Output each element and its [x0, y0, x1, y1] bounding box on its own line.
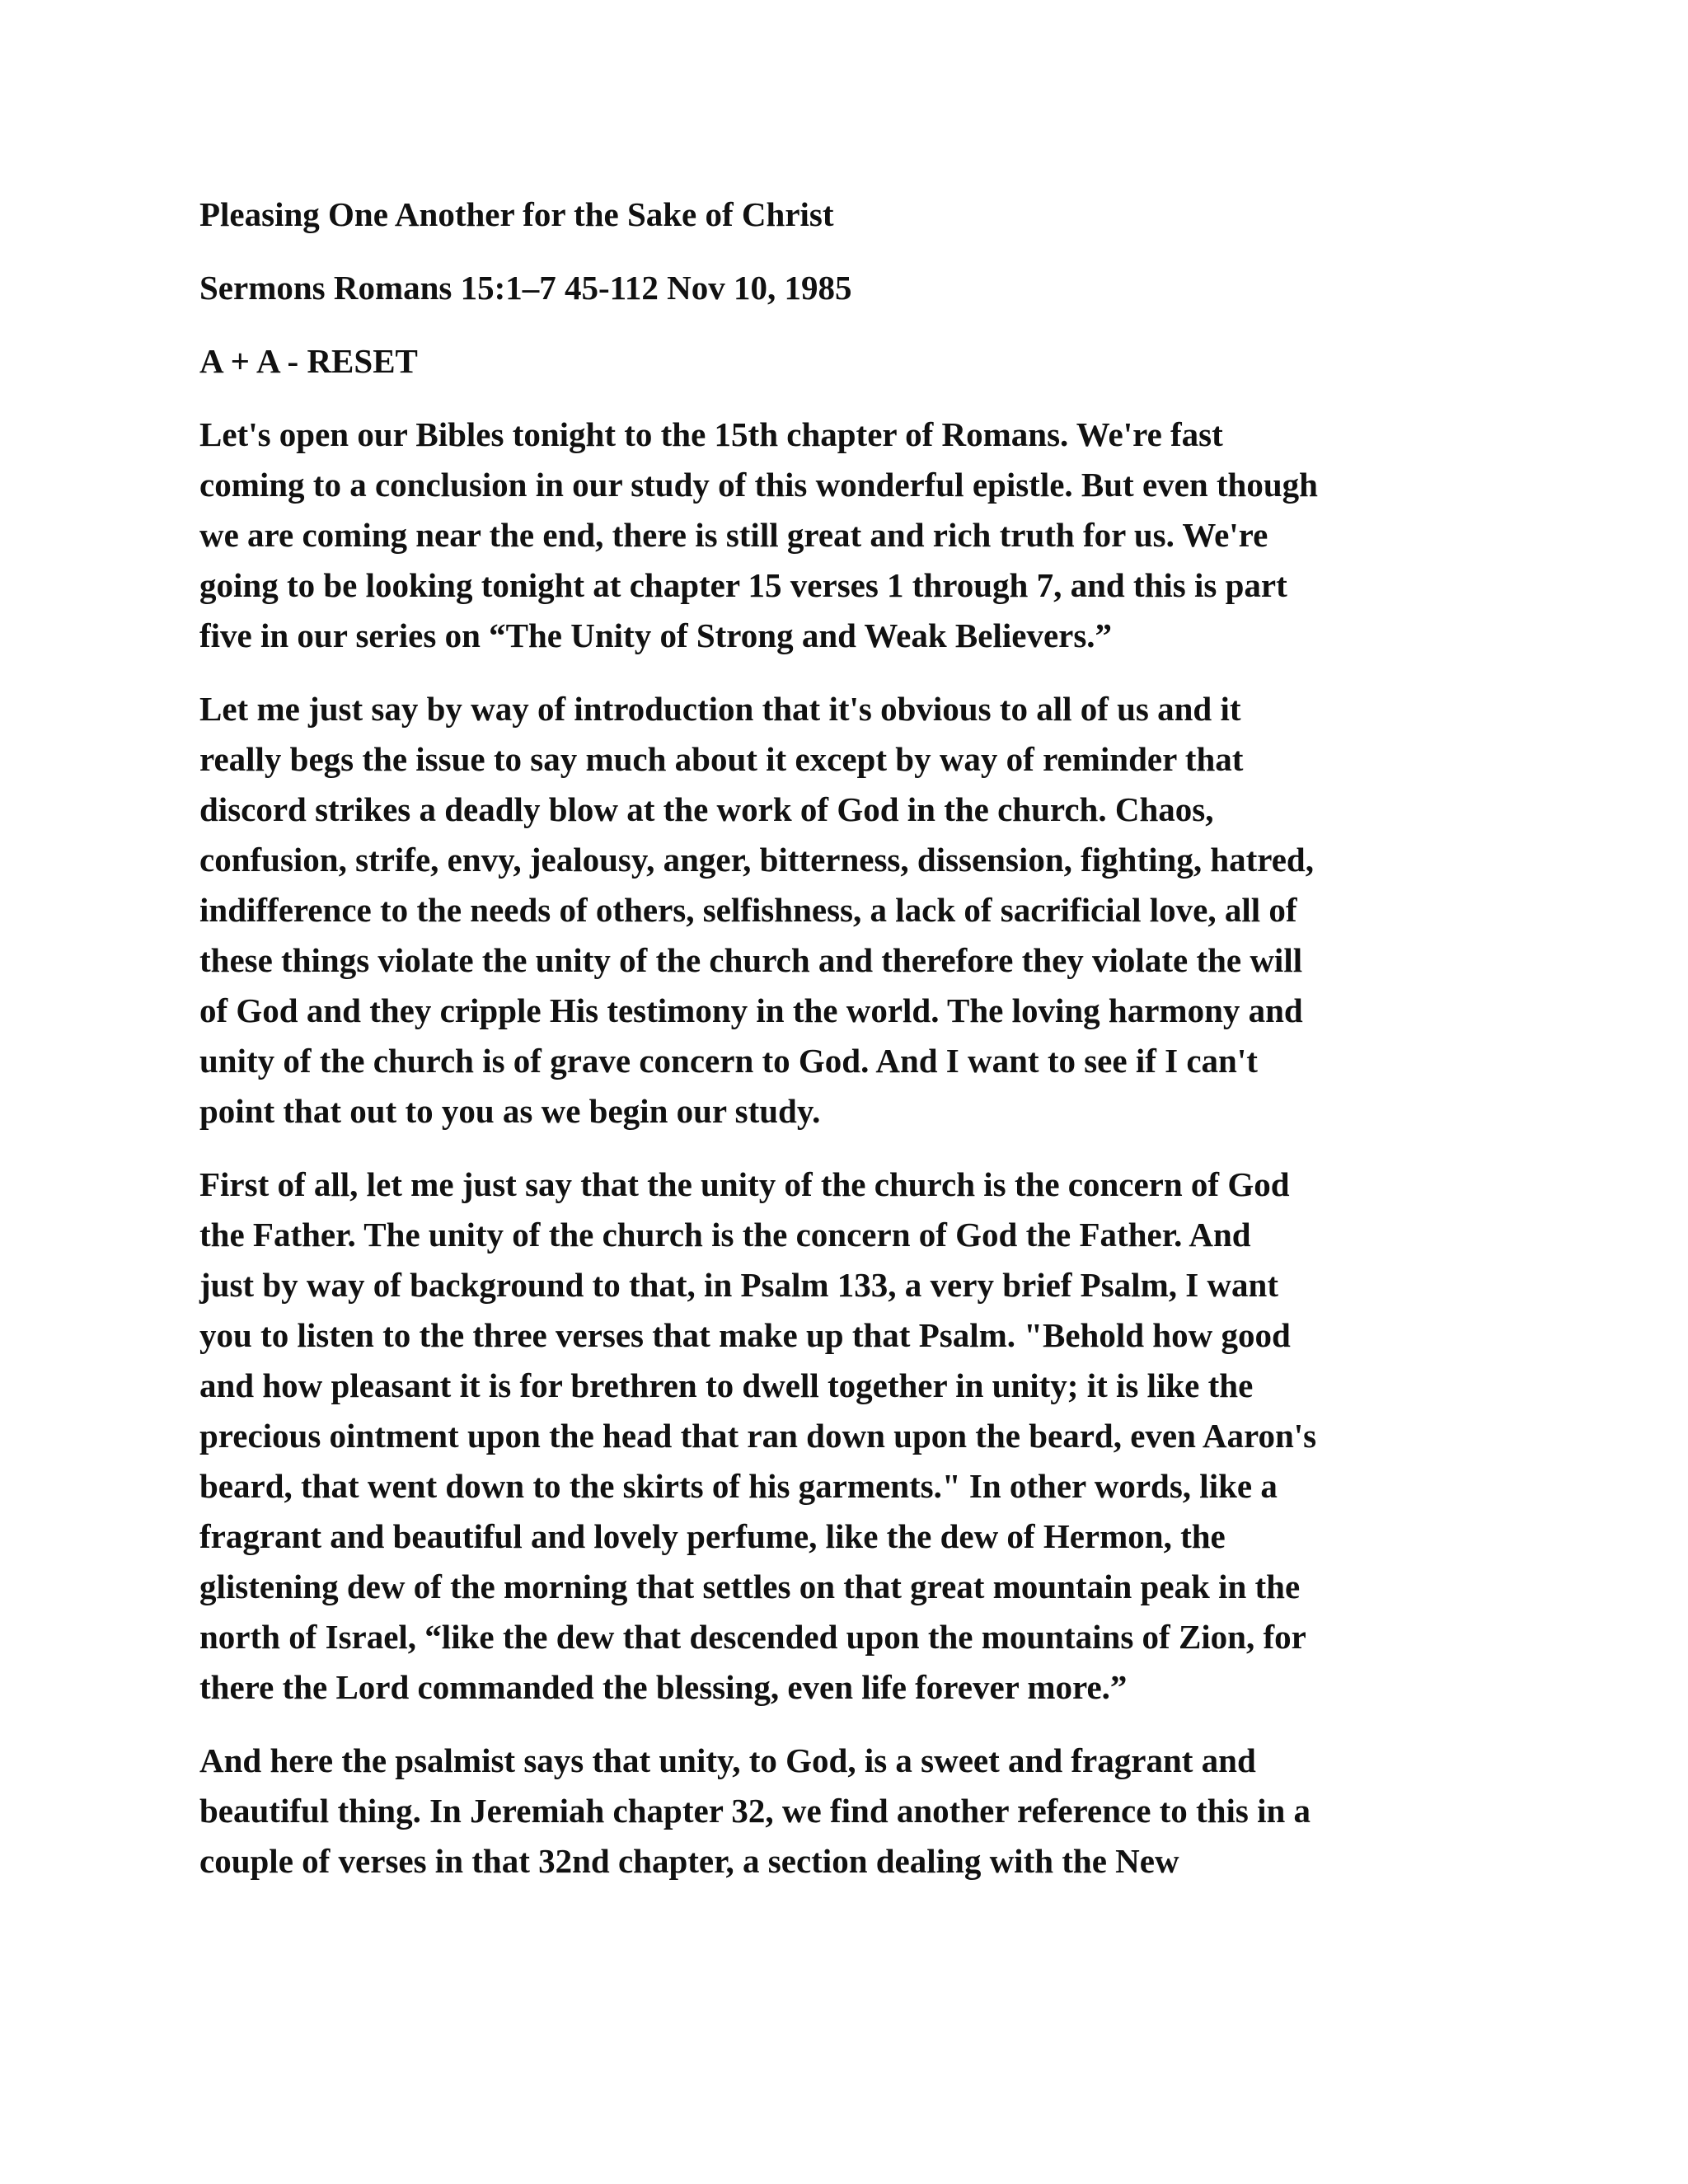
text-line: Let me just say by way of introduction that it's obvious to all of us and it	[199, 690, 1241, 728]
text-line: and how pleasant it is for brethren to dwell together in unity; it is like the	[199, 1366, 1254, 1404]
text-line: discord strikes a deadly blow at the work of God in the church. Chaos,	[199, 790, 1214, 828]
sermon-meta: Sermons Romans 15:1–7 45-112 Nov 10, 1985	[199, 269, 852, 307]
text-line: going to be looking tonight at chapter 15 verses 1 through 7, and this is part	[199, 566, 1287, 604]
text-line: precious ointment upon the head that ran down upon the beard, even Aaron's	[199, 1417, 1317, 1455]
paragraph	[199, 1736, 1485, 1886]
paragraph	[199, 1160, 1485, 1713]
text-line: glistening dew of the morning that settles on that great mountain peak in the	[199, 1568, 1301, 1605]
text-line: First of all, let me just say that the unity of the church is the concern of God	[199, 1165, 1290, 1203]
paragraph	[199, 684, 1485, 1137]
text-line: really begs the issue to say much about it except by way of reminder that	[199, 740, 1244, 778]
document-page	[199, 190, 1485, 1910]
reset-note: A + A - RESET	[199, 342, 418, 380]
paragraph	[199, 410, 1485, 661]
text-line: beautiful thing. In Jeremiah chapter 32, we find another reference to this in a	[199, 1792, 1311, 1830]
text-line: And here the psalmist says that unity, to God, is a sweet and fragrant and	[199, 1741, 1256, 1779]
text-line: you to listen to the three verses that make up that Psalm. "Behold how good	[199, 1316, 1291, 1354]
text-line: we are coming near the end, there is still great and rich truth for us. We're	[199, 516, 1268, 554]
text-line: beard, that went down to the skirts of his garments." In other words, like a	[199, 1467, 1278, 1505]
text-line: indifference to the needs of others, selfishness, a lack of sacrificial love, all of	[199, 891, 1297, 929]
text-line: confusion, strife, envy, jealousy, anger, bitterness, dissension, fighting, hatred,	[199, 841, 1314, 879]
text-line: of God and they cripple His testimony in the world. The loving harmony and	[199, 991, 1303, 1029]
text-line: north of Israel, “like the dew that descended upon the mountains of Zion, for	[199, 1618, 1306, 1656]
text-line: unity of the church is of grave concern to God. And I want to see if I can't	[199, 1042, 1258, 1080]
text-line: point that out to you as we begin our study.	[199, 1092, 821, 1130]
text-line: couple of verses in that 32nd chapter, a section dealing with the New	[199, 1842, 1179, 1880]
text-line: five in our series on “The Unity of Strong and Weak Believers.”	[199, 616, 1113, 654]
text-line: just by way of background to that, in Psalm 133, a very brief Psalm, I want	[199, 1266, 1278, 1304]
document-title: Pleasing One Another for the Sake of Christ	[199, 195, 834, 233]
text-line: fragrant and beautiful and lovely perfume, like the dew of Hermon, the	[199, 1517, 1226, 1555]
text-line: coming to a conclusion in our study of this wonderful epistle. But even though	[199, 466, 1318, 504]
text-line: there the Lord commanded the blessing, even life forever more.”	[199, 1668, 1128, 1706]
document-body	[199, 410, 1485, 1886]
text-line: these things violate the unity of the church and therefore they violate the will	[199, 941, 1303, 979]
text-line: the Father. The unity of the church is the concern of God the Father. And	[199, 1216, 1251, 1254]
text-line: Let's open our Bibles tonight to the 15th chapter of Romans. We're fast	[199, 415, 1223, 453]
